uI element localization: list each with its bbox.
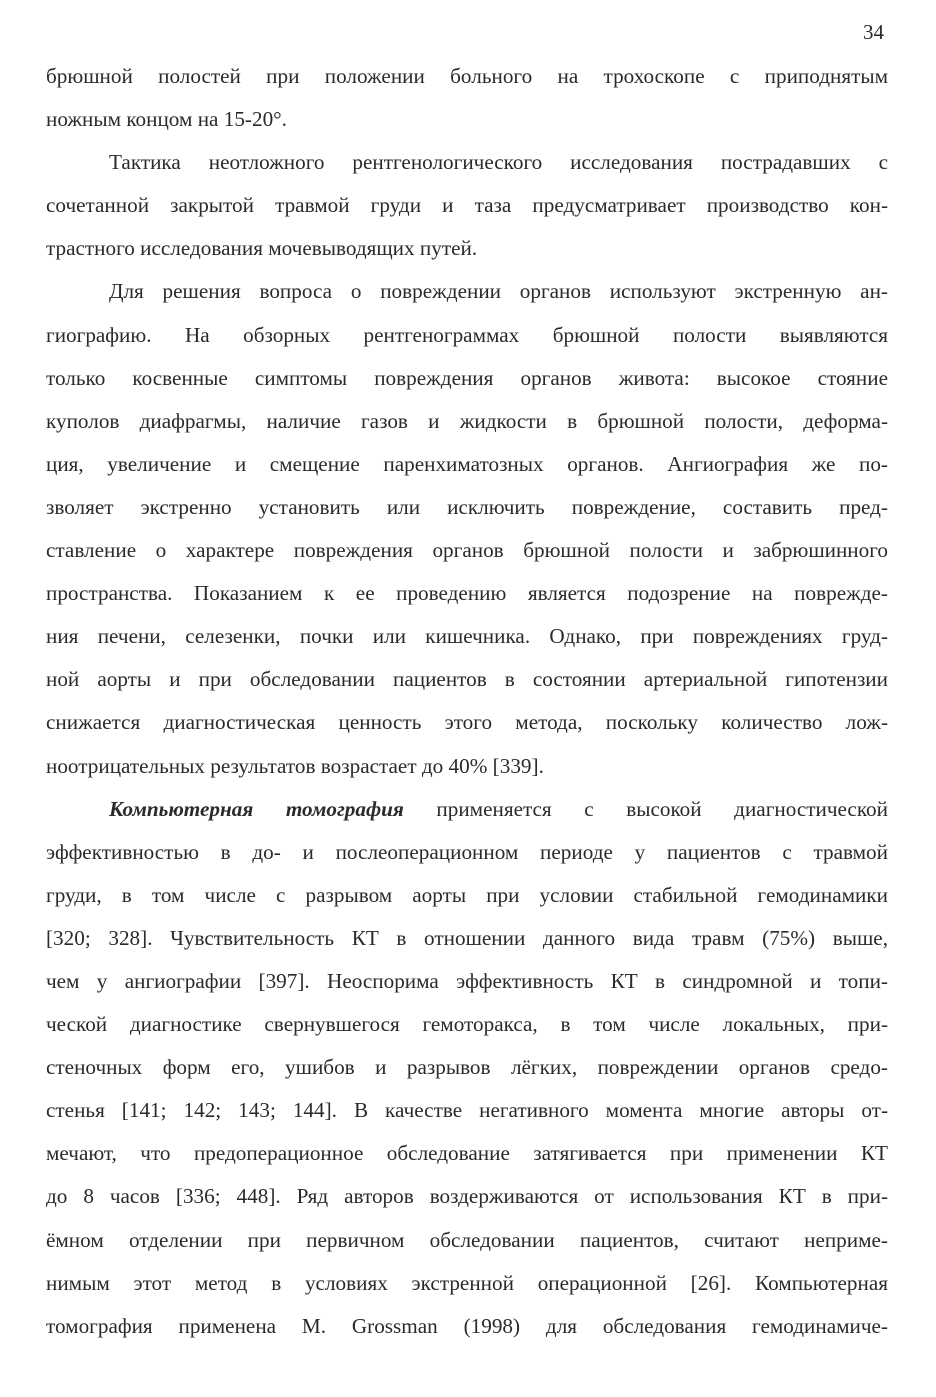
text-line: ёмном отделении при первичном обследовании пациентов, считают неприме- [46, 1227, 888, 1252]
text-line: стеночных форм его, ушибов и разрывов лёгких, повреждении органов средо- [46, 1055, 888, 1080]
text-line: до 8 часов [336; 448]. Ряд авторов воздерживаются от использования КТ в при- [46, 1184, 888, 1209]
text-line: томография применена M. Grossman (1998) для обследования гемодинамиче- [46, 1313, 888, 1338]
paragraph [46, 141, 888, 270]
paragraph [46, 270, 888, 787]
paragraph [46, 788, 888, 1348]
text-line: груди, в том числе с разрывом аорты при условии стабильной гемодинамики [46, 882, 888, 907]
text-line: сочетанной закрытой травмой груди и таза предусматривает производство кон- [46, 193, 888, 218]
text-line: пространства. Показанием к ее проведению является подозрение на поврежде- [46, 581, 888, 606]
text-line: гиографию. На обзорных рентгенограммах брюшной полости выявляются [46, 322, 888, 347]
text-line: мечают, что предоперационное обследование затягивается при применении КТ [46, 1141, 888, 1166]
text-line: зволяет экстренно установить или исключить повреждение, составить пред- [46, 494, 888, 519]
text-line: чем у ангиографии [397]. Неоспорима эффективность КТ в синдромной и топи- [46, 968, 888, 993]
text-line: [320; 328]. Чувствительность КТ в отношении данного вида травм (75%) выше, [46, 925, 888, 950]
text-line: только косвенные симптомы повреждения органов живота: высокое стояние [46, 365, 888, 390]
text-line: Тактика неотложного рентгенологического исследования пострадавших с [109, 150, 888, 175]
text-line: брюшной полостей при положении больного на трохоскопе с приподнятым [46, 64, 888, 88]
text-line: стенья [141; 142; 143; 144]. В качестве негативного момента многие авторы от- [46, 1098, 888, 1123]
text-line: ческой диагностике свернувшегося гемоторакса, в том числе локальных, при- [46, 1012, 888, 1037]
text-line: эффективностью в до- и послеоперационном периоде у пациентов с травмой [46, 839, 888, 864]
text-line: ставление о характере повреждения органов брюшной полости и забрюшинного [46, 538, 888, 563]
text-line: трастного исследования мочевыводящих путей. [46, 236, 478, 261]
text-line: нимым этот метод в условиях экстренной операционной [26]. Компьютерная [46, 1270, 888, 1295]
text-line: Для решения вопроса о повреждении органов используют экстренную ан- [109, 279, 888, 304]
page-number: 34 [863, 20, 884, 44]
text-line: ция, увеличение и смещение паренхиматозных органов. Ангиография же по- [46, 451, 888, 476]
text-line: ной аорты и при обследовании пациентов в состоянии артериальной гипотензии [46, 667, 888, 692]
text-line: ния печени, селезенки, почки или кишечника. Однако, при повреждениях груд- [46, 624, 888, 649]
emphasized-term: Компьютерная томография [109, 796, 404, 821]
text-line [46, 788, 888, 831]
text-line: куполов диафрагмы, наличие газов и жидкости в брюшной полости, деформа- [46, 408, 888, 433]
paragraph [46, 55, 888, 141]
text-line: снижается диагностическая ценность этого метода, поскольку количество лож- [46, 710, 888, 735]
text-line: ножным концом на 15-20°. [46, 107, 287, 132]
body-text [46, 55, 888, 1348]
text-line: ноотрицательных результатов возрастает до 40% [339]. [46, 753, 544, 778]
text-fragment: применяется с высокой диагностической [403, 796, 888, 821]
